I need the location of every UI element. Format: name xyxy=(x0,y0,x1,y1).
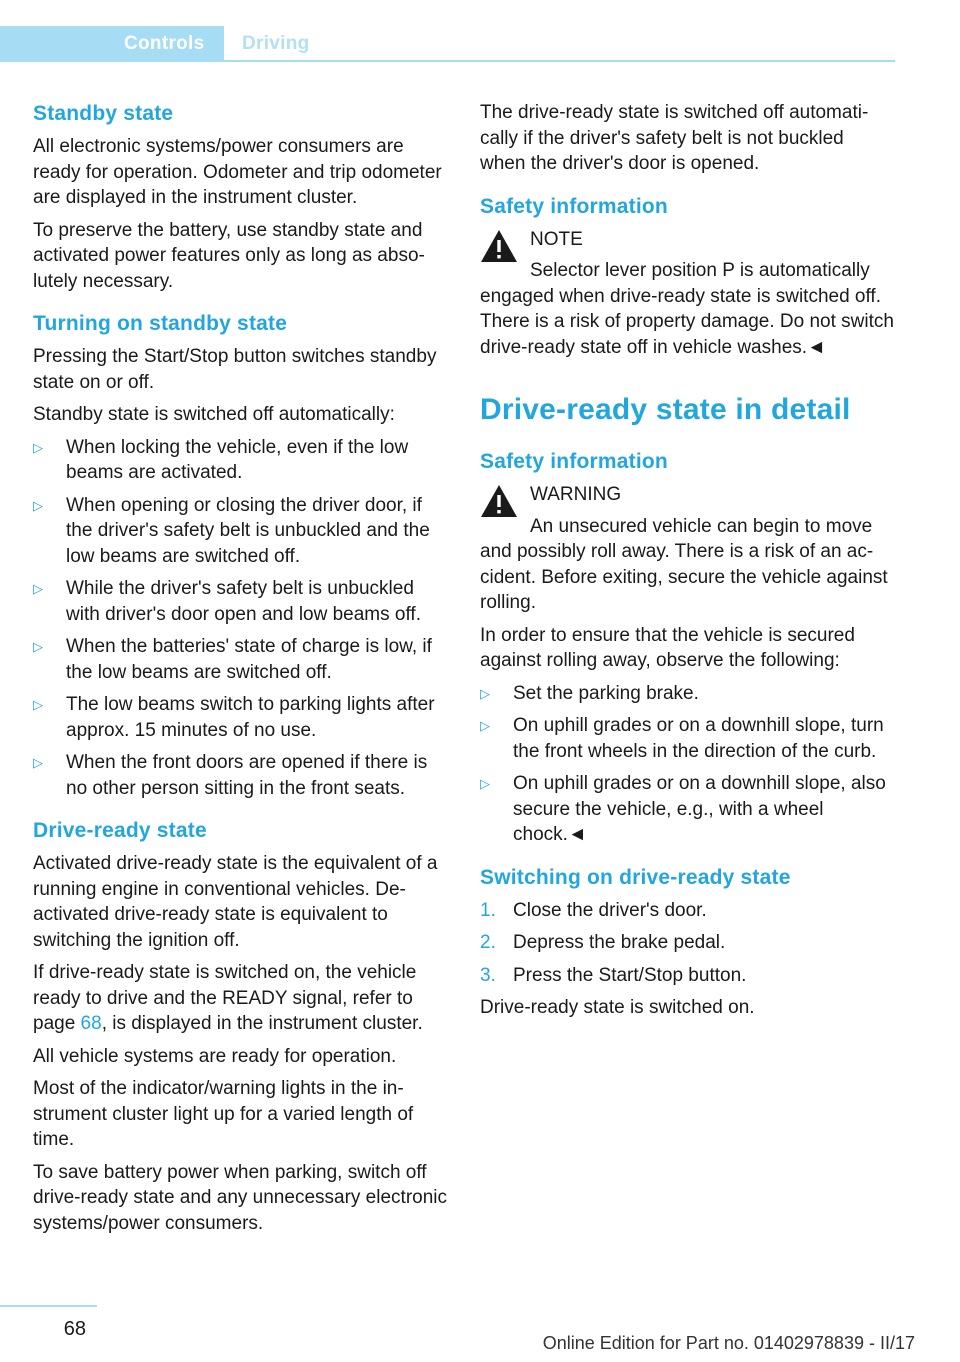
list-item xyxy=(33,435,447,486)
list-item-text: When locking the vehicle, even if the low beams are activated. xyxy=(66,436,409,483)
drive-paragraph-5: To save battery power when parking, switch off drive-ready state and any unnecessary electronic systems/power consumers. xyxy=(33,1161,448,1234)
bullet-arrow-icon: ▷ xyxy=(33,639,43,654)
edition-footer: Online Edition for Part no. 01402978839 - II/17 xyxy=(542,1333,915,1353)
bullet-arrow-icon: ▷ xyxy=(480,718,490,733)
bullet-arrow-icon: ▷ xyxy=(33,697,43,712)
standby-paragraph-1: All electronic systems/power consumers are ready for operation. Odometer and trip odometer are displayed in the instrument cluster. xyxy=(33,136,442,208)
page-number: 68 xyxy=(63,1318,86,1340)
list-item xyxy=(33,750,447,801)
note-text: Selector lever position P is automatically engaged when drive-ready state is switched off. There is a risk of property damage. Do not switch drive-ready state off in vehicle washes.◄ xyxy=(480,260,894,358)
header-divider xyxy=(0,60,895,62)
list-item-text: On uphill grades or on a downhill slope, turn the front wheels in the direction of the curb. xyxy=(513,715,884,762)
bullet-arrow-icon: ▷ xyxy=(480,685,490,701)
bullet-arrow-icon: ▷ xyxy=(33,497,43,513)
note-box xyxy=(480,227,894,361)
list-item-text: When the batteries' state of charge is low, if the low beams are switched off. xyxy=(66,636,432,683)
bullet-arrow-icon: ▷ xyxy=(480,776,490,791)
list-item-text: On uphill grades or on a downhill slope, also secure the vehicle, e.g., with a wheel chock.◄ xyxy=(513,773,886,845)
list-item-text: The low beams switch to parking lights after approx. 15 minutes of no use. xyxy=(66,694,435,741)
list-item xyxy=(480,713,894,764)
list-item xyxy=(33,493,447,570)
turning-paragraph-1: Pressing the Start/Stop button switches standby state on or off. xyxy=(33,346,437,393)
safety-information-heading-2: Safety information xyxy=(480,450,668,473)
step-item xyxy=(480,898,894,924)
list-item-text: When opening or closing the driver door, if the driver's safety belt is unbuckled and the low beams are switched off. xyxy=(66,494,430,567)
list-item xyxy=(480,681,894,707)
step-number: 3. xyxy=(480,964,496,986)
warning-triangle-icon xyxy=(480,484,518,518)
standby-paragraph-2: To preserve the battery, use standby state and activated power features only as long as absolutely necessary. xyxy=(33,219,425,292)
step-item xyxy=(480,930,894,956)
safety-information-heading: Safety information xyxy=(480,194,668,218)
left-column xyxy=(33,100,447,1243)
auto-off-list xyxy=(33,435,447,802)
list-item xyxy=(33,576,447,627)
warning-box xyxy=(480,482,894,616)
list-item xyxy=(33,692,447,743)
bullet-arrow-icon: ▷ xyxy=(33,439,43,455)
turning-on-standby-heading: Turning on standby state xyxy=(33,312,288,335)
list-item-text: Set the parking brake. xyxy=(513,682,699,704)
step-text: Depress the brake pedal. xyxy=(513,932,726,953)
warning-label: WARNING xyxy=(530,484,622,505)
step-text: Press the Start/Stop button. xyxy=(513,964,747,986)
warning-triangle-icon xyxy=(480,229,518,263)
bullet-arrow-icon: ▷ xyxy=(33,581,43,596)
drive-ready-detail-heading: Drive-ready state in detail xyxy=(480,393,851,426)
chapter-tabs xyxy=(0,26,310,61)
warning-text: An unsecured vehicle can begin to move and possibly roll away. There is a risk of an accident. Before exiting, secure the vehicle against rolling. xyxy=(480,515,888,613)
list-item-text: When the front doors are opened if there is no other person sitting in the front seats. xyxy=(66,752,428,799)
standby-heading: Standby state xyxy=(33,102,174,125)
list-item xyxy=(480,771,894,848)
secure-list xyxy=(480,681,894,848)
switching-on-heading: Switching on drive-ready state xyxy=(480,865,791,889)
secure-paragraph: In order to ensure that the vehicle is secured against rolling away, observe the following: xyxy=(480,624,855,671)
drive-paragraph-1: Activated drive-ready state is the equivalent of a running engine in conventional vehicles. Deactivated drive-ready state is equivalent to switching the ignition off. xyxy=(33,853,438,951)
drive-paragraph-4: Most of the indicator/warning lights in the instrument cluster light up for a varied length of time. xyxy=(33,1078,414,1150)
step-number: 2. xyxy=(480,932,496,953)
drive-ready-heading: Drive-ready state xyxy=(33,819,207,842)
list-item-text: While the driver's safety belt is unbuckled with driver's door open and low beams off. xyxy=(66,578,421,625)
drive-paragraph-3: All vehicle systems are ready for operation. xyxy=(33,1045,397,1067)
note-label: NOTE xyxy=(530,228,583,250)
tab-driving[interactable]: Driving xyxy=(242,32,310,54)
right-column xyxy=(480,100,894,1028)
steps-list xyxy=(480,898,894,989)
step-item xyxy=(480,963,894,989)
turning-paragraph-2: Standby state is switched off automatically: xyxy=(33,404,395,425)
drive-paragraph-2 xyxy=(33,960,447,1037)
page-reference-link[interactable]: 68 xyxy=(80,1013,102,1034)
drive-p2-after: , is displayed in the instrument cluster. xyxy=(101,1013,423,1034)
drive-p2-before: If drive-ready state is switched on, the vehicle ready to drive and the READY signal, refer to page xyxy=(33,962,417,1034)
bullet-arrow-icon: ▷ xyxy=(33,755,43,770)
footer-divider xyxy=(0,1305,97,1307)
intro-paragraph: The drive-ready state is switched off automatically if the driver's safety belt is not buckled when the driver's door is opened. xyxy=(480,102,869,174)
step-number: 1. xyxy=(480,899,496,921)
tab-controls[interactable]: Controls xyxy=(0,26,224,61)
step-text: Close the driver's door. xyxy=(513,899,707,921)
final-paragraph: Drive-ready state is switched on. xyxy=(480,997,755,1018)
list-item xyxy=(33,634,447,685)
